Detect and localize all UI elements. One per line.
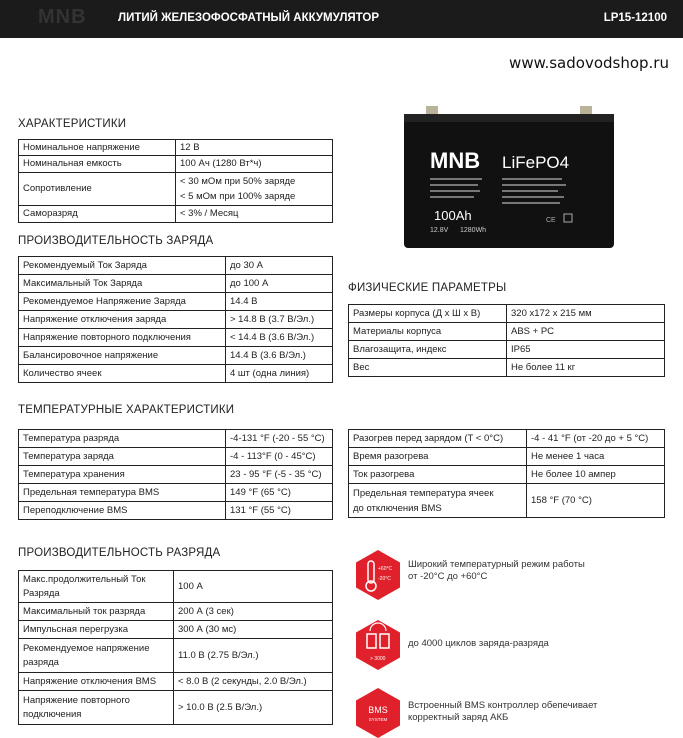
table-row [19,365,333,383]
bms-sublabel: SYSTEM [368,717,388,722]
row-label: Сопротивление [19,173,176,206]
row-label: Время разогрева [349,448,527,466]
feature-text: от -20°С до +60°С [408,571,488,582]
table-row [349,341,665,359]
row-value: 320 х172 х 215 мм [507,305,665,323]
svg-text:CE: CE [546,217,556,224]
row-label [19,571,174,603]
discharge-title: ПРОИЗВОДИТЕЛЬНОСТЬ РАЗРЯДА [18,547,221,559]
bms-label: BMS [368,705,388,715]
row-value: 100 А [174,571,333,603]
row-label: Переподключение BMS [19,502,226,520]
row-label-line: подключения [23,708,82,720]
row-label: Импульсная перегрузка [19,621,174,639]
battery-capacity: 100Ah [434,208,472,223]
brand-logo: MNB [38,6,87,28]
table-row [19,673,333,691]
row-label-line: до отключения BMS [353,502,442,514]
table-row [19,603,333,621]
charge-table [18,256,333,383]
row-value: до 100 А [226,275,333,293]
temperature-left-table [18,429,333,520]
row-label: Температура разряда [19,430,226,448]
row-value: < 3% / Месяц [176,206,333,223]
physical-table [348,304,665,377]
row-value: 4 шт (одна линия) [226,365,333,383]
feature-text: Широкий температурный режим работы [408,559,585,570]
row-value: 131 °F (55 °C) [226,502,333,520]
row-value: -4-131 °F (-20 - 55 °C) [226,430,333,448]
battery-voltage: 12.8V [430,227,449,234]
row-label: Балансировочное напряжение [19,347,226,365]
row-label: Рекомендуемый Ток Заряда [19,257,226,275]
charge-title: ПРОИЗВОДИТЕЛЬНОСТЬ ЗАРЯДА [18,235,214,247]
row-label: Температура хранения [19,466,226,484]
row-value: < 14.4 В (3.6 В/Эл.) [226,329,333,347]
table-row [19,275,333,293]
row-value: < 8.0 В (2 секунды, 2.0 В/Эл.) [174,673,333,691]
table-row [349,359,665,377]
table-row [19,257,333,275]
row-value: 100 Ач (1280 Вт*ч) [176,156,333,173]
row-label: Номинальное напряжение [19,140,176,156]
row-label: Максимальный Ток Заряда [19,275,226,293]
table-row [349,484,665,518]
model-number: LP15-12100 [603,12,667,24]
row-value: 300 А (30 мс) [174,621,333,639]
row-value: 149 °F (65 °C) [226,484,333,502]
row-value: -4 - 113°F (0 - 45°C) [226,448,333,466]
row-value-line: < 30 мОм при 50% заряде [180,176,296,187]
row-value: ABS + PC [507,323,665,341]
feature-bms [408,700,597,724]
table-row [19,466,333,484]
characteristics-title: ХАРАКТЕРИСТИКИ [18,118,127,130]
row-label: Напряжение отключения заряда [19,311,226,329]
row-label-line: Макс.продолжительный Ток [23,573,146,585]
table-row [19,347,333,365]
row-label [349,484,527,518]
battery-brand: MNB [430,148,481,173]
row-value [176,173,333,206]
thermometer-label-cold: -20°C [378,576,391,582]
feature-text: Встроенный BMS контроллер обепечивает [408,700,598,711]
row-label: Количество ячеек [19,365,226,383]
table-row [19,430,333,448]
row-label-line: Напряжение повторного [23,694,130,706]
row-label: Влагозащита, индекс [349,341,507,359]
document-title: ЛИТИЙ ЖЕЛЕЗОФОСФАТНЫЙ АККУМУЛЯТОР [118,12,380,24]
table-row [19,502,333,520]
table-row [19,293,333,311]
row-label: Материалы корпуса [349,323,507,341]
row-value: 158 °F (70 °C) [527,484,665,518]
table-row [349,305,665,323]
header-bar [0,0,683,38]
thermometer-icon [356,550,400,600]
website-link[interactable]: www.sadovodshop.ru [509,54,669,72]
row-label: Саморазряд [19,206,176,223]
feature-text: корректный заряд АКБ [408,712,509,723]
row-label: Напряжение отключения BMS [19,673,174,691]
row-label-line: разряда [23,656,59,668]
row-label: Предельная температура BMS [19,484,226,502]
table-row [349,430,665,448]
battery-energy: 1280Wh [460,227,487,234]
battery-type: LiFePO4 [502,153,570,172]
row-value-line: < 5 мОм при 100% заряде [180,191,296,202]
row-value: Не менее 1 часа [527,448,665,466]
table-row [19,691,333,725]
row-value: 12 В [176,140,333,156]
row-label: Рекомендуемое Напряжение Заряда [19,293,226,311]
row-label-line: Рекомендуемое напряжение [23,642,150,654]
row-value: 14.4 В [226,293,333,311]
row-value: 14.4 В (3.6 В/Эл.) [226,347,333,365]
row-value: Не более 11 кг [507,359,665,377]
row-label: Температура заряда [19,448,226,466]
table-row [19,571,333,603]
table-row [349,323,665,341]
row-value: до 30 А [226,257,333,275]
thermometer-label-hot: +60°C [378,566,393,572]
feature-cycles [408,638,549,650]
table-row [19,140,333,156]
row-label-line: Предельная температура ячеек [353,487,494,499]
table-row [19,173,333,206]
row-label: Разогрев перед зарядом (T < 0°C) [349,430,527,448]
row-label: Размеры корпуса (Д х Ш х В) [349,305,507,323]
cycle-label: > 3000 [370,656,386,662]
characteristics-table [18,139,333,223]
table-row [19,206,333,223]
feature-temperature [408,559,585,583]
table-row [349,448,665,466]
table-row [19,329,333,347]
row-value: IP65 [507,341,665,359]
discharge-table [18,570,333,725]
row-value: 11.0 В (2.75 В/Эл.) [174,639,333,673]
row-value: -4 - 41 °F (от -20 до + 5 °C) [527,430,665,448]
physical-title: ФИЗИЧЕСКИЕ ПАРАМЕТРЫ [348,282,507,294]
row-label [19,639,174,673]
table-row [19,311,333,329]
row-label-line: Разряда [23,587,60,599]
row-value: Не более 10 ампер [527,466,665,484]
battery-cycle-icon [356,620,400,670]
row-label: Вес [349,359,507,377]
row-label: Ток разогрева [349,466,527,484]
bms-icon [356,688,400,738]
table-row [19,621,333,639]
battery-product-image [404,104,614,248]
row-value: 200 А (3 сек) [174,603,333,621]
table-row [19,484,333,502]
row-label [19,691,174,725]
temperature-right-table [348,429,665,518]
row-value: > 14.8 В (3.7 В/Эл.) [226,311,333,329]
table-row [19,448,333,466]
row-value: 23 - 95 °F (-5 - 35 °C) [226,466,333,484]
row-value: > 10.0 В (2.5 В/Эл.) [174,691,333,725]
feature-text: до 4000 циклов заряда-разряда [408,638,549,649]
temperature-title: ТЕМПЕРАТУРНЫЕ ХАРАКТЕРИСТИКИ [18,404,235,416]
table-row [19,156,333,173]
row-label: Максимальный ток разряда [19,603,174,621]
table-row [19,639,333,673]
row-label: Напряжение повторного подключения [19,329,226,347]
table-row [349,466,665,484]
row-label: Номинальная емкость [19,156,176,173]
